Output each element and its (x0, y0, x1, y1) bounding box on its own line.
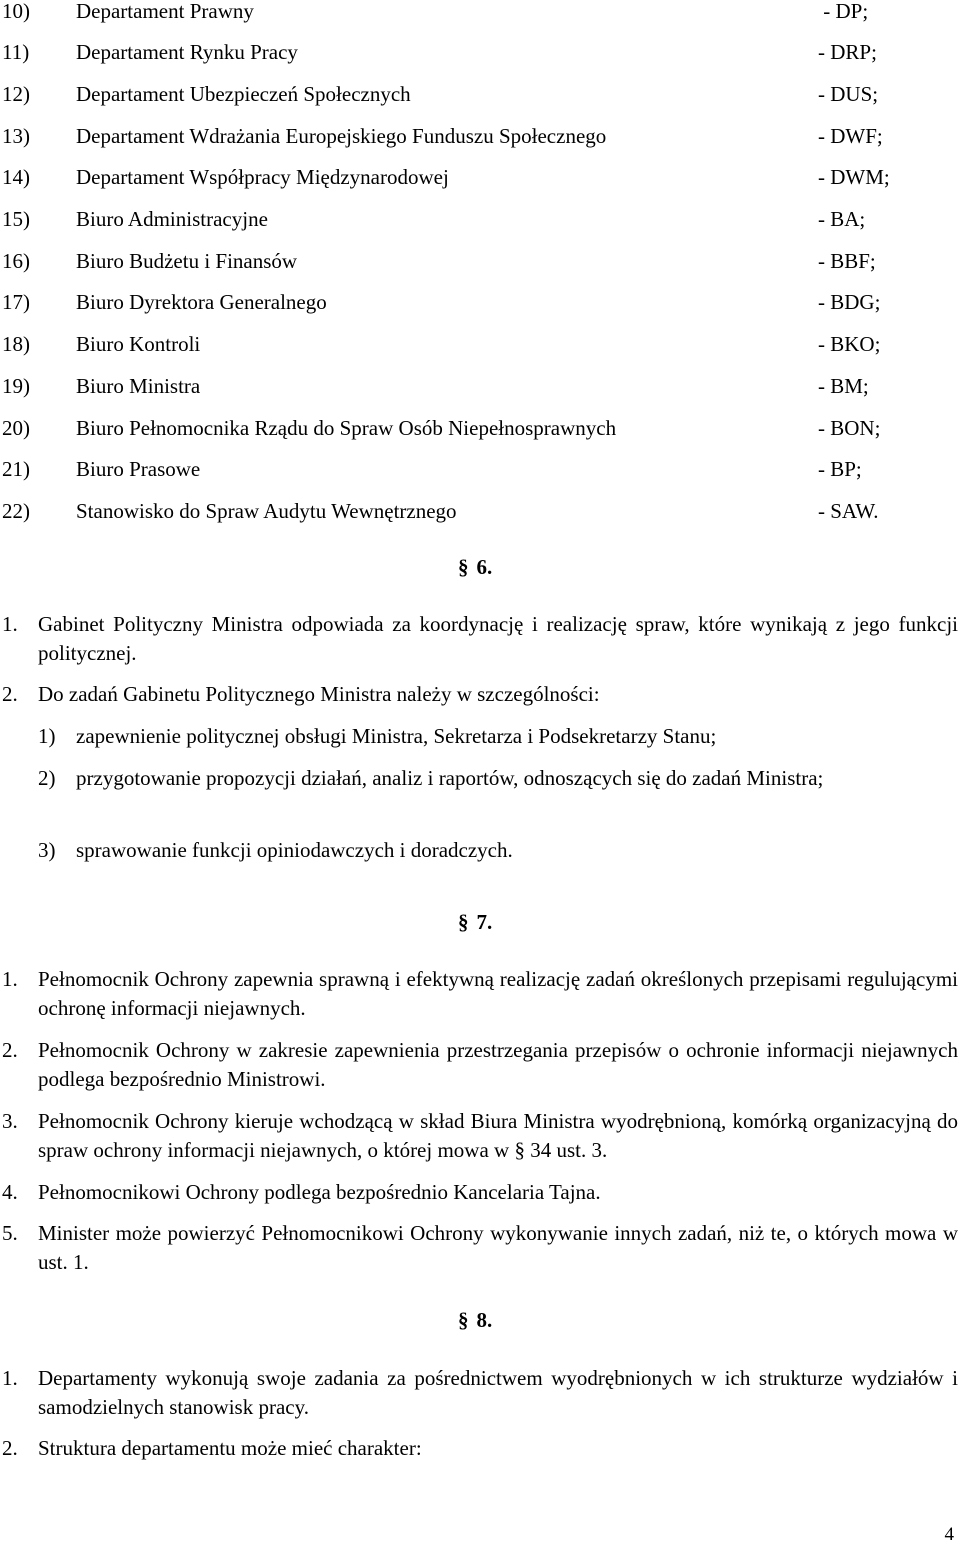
item-text: przygotowanie propozycji działań, analiz i raportów, odnoszących się do zadań Ministra; (76, 766, 824, 790)
section-symbol: § (458, 1308, 469, 1332)
list-item (0, 247, 960, 277)
unit-name: Biuro Pełnomocnika Rządu do Spraw Osób Niepełnosprawnych (76, 416, 617, 440)
section-number: 7. (476, 910, 493, 934)
unit-abbreviation: - BBF; (818, 249, 876, 273)
unit-abbreviation: - BON; (818, 416, 881, 440)
paragraph-text: Struktura departamentu może mieć charakter: (38, 1436, 422, 1460)
section-heading-7 (458, 908, 492, 937)
unit-name: Biuro Kontroli (76, 332, 201, 356)
unit-name: Biuro Dyrektora Generalnego (76, 290, 327, 314)
unit-name: Biuro Administracyjne (76, 207, 268, 231)
item-number: 15) (2, 207, 30, 231)
unit-abbreviation: - DWF; (818, 124, 883, 148)
paragraph-text: Departamenty wykonują swoje zadania za pośrednictwem wyodrębnionych w ich strukturze wydziałów i samodzielnych stanowisk pracy. (38, 1366, 958, 1419)
paragraph-text-part: Pełnomocnik Ochrony kieruje wchodzącą w skład Biura Ministra wyodrębnioną, komórką organizacyjną do spraw ochrony informacji niejawnych, o której mowa w (38, 1109, 958, 1162)
item-number: 19) (2, 374, 30, 398)
paragraph-number: 4. (2, 1180, 18, 1204)
list-item (0, 497, 960, 527)
section-number: 8. (476, 1308, 493, 1332)
unit-abbreviation: - BDG; (818, 290, 881, 314)
list-item (0, 455, 960, 485)
item-number: 11) (2, 40, 30, 64)
item-text: zapewnienie politycznej obsługi Ministra, Sekretarza i Podsekretarzy Stanu; (76, 724, 717, 748)
paragraph-number: 1. (2, 1366, 18, 1390)
section-heading-6 (458, 553, 492, 582)
paragraph-text: Pełnomocnik Ochrony w zakresie zapewnienia przestrzegania przepisów o ochronie informacji niejawnych podlega bezpośrednio Ministrowi. (38, 1038, 958, 1091)
paragraph-text: Pełnomocnik Ochrony zapewnia sprawną i efektywną realizację zadań określonych przepisami regulującymi ochronę informacji niejawnych. (38, 967, 958, 1020)
paragraph-number: 3. (2, 1109, 18, 1133)
item-number: 2) (38, 766, 56, 790)
unit-name: Stanowisko do Spraw Audytu Wewnętrznego (76, 499, 457, 523)
paragraph-text: Pełnomocnikowi Ochrony podlega bezpośrednio Kancelaria Tajna. (38, 1180, 601, 1204)
paragraph-text (38, 1107, 958, 1165)
paragraph-text-part: 34 ust. 3. (530, 1138, 608, 1162)
section-symbol: § (458, 910, 469, 934)
list-item (0, 330, 960, 360)
paragraph-number: 1. (2, 612, 18, 636)
paragraph-number: 1. (2, 967, 18, 991)
item-number: 10) (2, 0, 30, 23)
section-symbol: § (458, 555, 469, 579)
list-item (0, 414, 960, 444)
paragraph-text: Gabinet Polityczny Ministra odpowiada za koordynację i realizację spraw, które wynikają z jego funkcji politycznej. (38, 612, 958, 665)
section-number: 6. (476, 555, 493, 579)
list-item (0, 163, 960, 193)
page-number: 4 (944, 1524, 954, 1545)
section-symbol: § (514, 1138, 525, 1162)
unit-abbreviation: - BA; (818, 207, 866, 231)
unit-name: Departament Ubezpieczeń Społecznych (76, 82, 411, 106)
unit-abbreviation: - DRP; (818, 40, 877, 64)
item-number: 17) (2, 290, 30, 314)
paragraph-number: 5. (2, 1221, 18, 1245)
unit-name: Departament Wdrażania Europejskiego Funduszu Społecznego (76, 124, 607, 148)
item-number: 1) (38, 724, 56, 748)
unit-abbreviation: - BP; (818, 457, 862, 481)
list-item (0, 80, 960, 110)
item-number: 22) (2, 499, 30, 523)
list-item (0, 38, 960, 68)
unit-abbreviation: - BKO; (818, 332, 881, 356)
item-text: sprawowanie funkcji opiniodawczych i doradczych. (76, 838, 513, 862)
list-item (0, 288, 960, 318)
item-number: 14) (2, 165, 30, 189)
unit-abbreviation: - DUS; (818, 82, 879, 106)
unit-abbreviation: - BM; (818, 374, 869, 398)
paragraph-text: Minister może powierzyć Pełnomocnikowi Ochrony wykonywanie innych zadań, niż te, o których mowa w ust. 1. (38, 1221, 958, 1274)
paragraph-number: 2. (2, 1038, 18, 1062)
section-heading-8 (458, 1306, 492, 1335)
paragraph-number: 2. (2, 682, 18, 706)
paragraph-number: 2. (2, 1436, 18, 1460)
unit-name: Biuro Budżetu i Finansów (76, 249, 298, 273)
unit-name: Departament Współpracy Międzynarodowej (76, 165, 449, 189)
unit-name: Departament Rynku Pracy (76, 40, 298, 64)
paragraph-text: Do zadań Gabinetu Politycznego Ministra należy w szczególności: (38, 682, 600, 706)
item-number: 13) (2, 124, 30, 148)
item-number: 16) (2, 249, 30, 273)
unit-abbreviation: - SAW. (818, 499, 879, 523)
unit-name: Biuro Ministra (76, 374, 201, 398)
list-item (0, 0, 960, 27)
list-item (0, 372, 960, 402)
list-item (0, 122, 960, 152)
item-number: 18) (2, 332, 30, 356)
unit-abbreviation: - DP; (818, 0, 869, 23)
item-number: 12) (2, 82, 30, 106)
item-number: 20) (2, 416, 30, 440)
item-number: 21) (2, 457, 30, 481)
unit-abbreviation: - DWM; (818, 165, 890, 189)
item-number: 3) (38, 838, 56, 862)
unit-name: Biuro Prasowe (76, 457, 201, 481)
unit-name: Departament Prawny (76, 0, 254, 23)
list-item (0, 205, 960, 235)
